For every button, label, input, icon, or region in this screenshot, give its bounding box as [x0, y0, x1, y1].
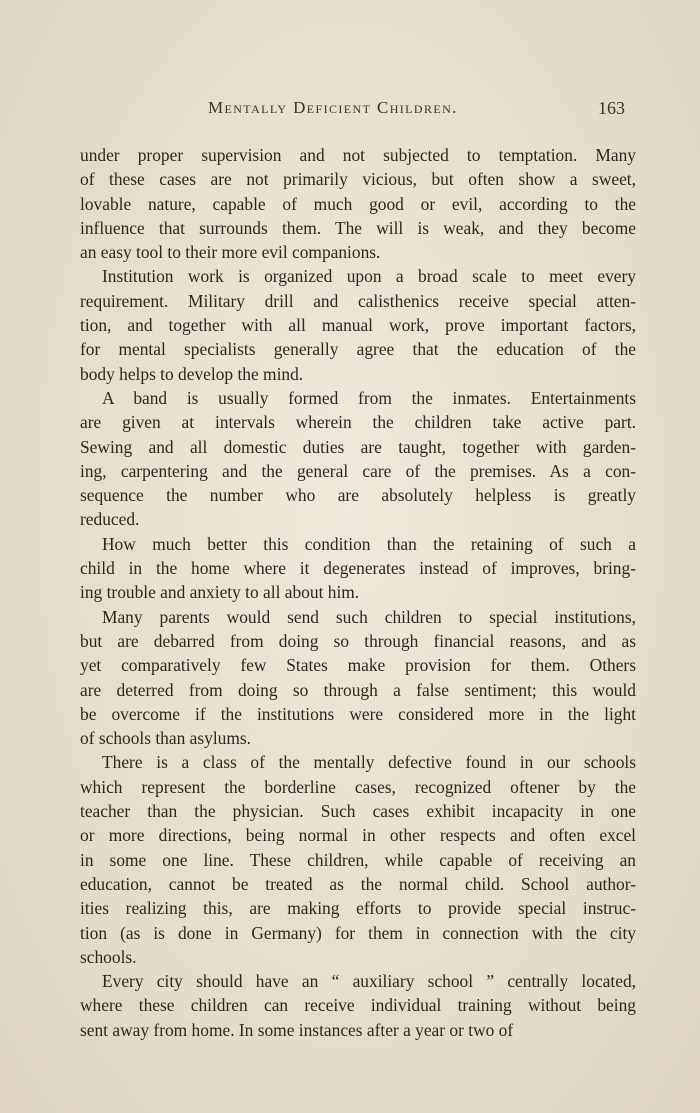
- text-line: an easy tool to their more evil companions.: [80, 242, 381, 263]
- text-line: Sewing and all domestic duties are taught, together with garden-: [80, 436, 636, 457]
- text-line: education, cannot be treated as the normal child. School author-: [80, 873, 636, 894]
- text-line: yet comparatively few States make provision for them. Others: [80, 655, 636, 676]
- paragraph: [80, 386, 636, 532]
- text-line: tion, and together with all manual work, prove important factors,: [80, 315, 636, 336]
- text-line: How much better this condition than the retaining of such a: [102, 533, 636, 554]
- running-title: Mentally Deficient Children.: [208, 98, 458, 117]
- paragraph: [80, 264, 636, 385]
- text-line: teacher than the physician. Such cases exhibit incapacity in one: [80, 801, 636, 822]
- text-line: ing trouble and anxiety to all about him.: [80, 582, 360, 603]
- text-line: lovable nature, capable of much good or evil, according to the: [80, 193, 636, 214]
- paragraph: [80, 532, 636, 605]
- text-line: which represent the borderline cases, recognized oftener by the: [80, 776, 636, 797]
- text-line: are given at intervals wherein the children take active part.: [80, 412, 636, 433]
- text-line: of these cases are not primarily vicious, but often show a sweet,: [80, 169, 636, 190]
- text-line: ing, carpentering and the general care of the premises. As a con-: [80, 460, 636, 481]
- page-header: [0, 98, 700, 124]
- paragraph: [80, 969, 636, 1042]
- paragraph: [80, 143, 636, 264]
- text-line: influence that surrounds them. The will is weak, and they become: [80, 217, 636, 238]
- text-line: Institution work is organized upon a broad scale to meet every: [102, 266, 636, 287]
- text-line: Many parents would send such children to special institutions,: [102, 606, 636, 627]
- text-line: ities realizing this, are making efforts to provide special instruc-: [80, 898, 636, 919]
- text-line: for mental specialists generally agree that the education of the: [80, 339, 636, 360]
- paragraph: [80, 605, 636, 751]
- text-line: tion (as is done in Germany) for them in connection with the city: [80, 922, 636, 943]
- text-line: sent away from home. In some instances after a year or two of: [80, 1019, 514, 1040]
- text-line: child in the home where it degenerates instead of improves, bring-: [80, 558, 636, 579]
- text-line: where these children can receive individual training without being: [80, 995, 636, 1016]
- text-line: sequence the number who are absolutely helpless is greatly: [80, 485, 636, 506]
- paragraph: [80, 750, 636, 969]
- text-line: are deterred from doing so through a false sentiment; this would: [80, 679, 636, 700]
- text-line: under proper supervision and not subjected to temptation. Many: [80, 145, 636, 165]
- text-line: There is a class of the mentally defective found in our schools: [102, 752, 636, 773]
- text-line: in some one line. These children, while capable of receiving an: [80, 849, 636, 870]
- text-line: reduced.: [80, 509, 140, 530]
- page-number: 163: [598, 98, 625, 118]
- text-line: or more directions, being normal in other respects and often excel: [80, 825, 636, 846]
- text-line: body helps to develop the mind.: [80, 363, 304, 384]
- text-line: of schools than asylums.: [80, 728, 251, 749]
- text-line: Every city should have an “ auxiliary school ” centrally located,: [102, 971, 636, 992]
- text-line: be overcome if the institutions were considered more in the light: [80, 703, 636, 724]
- body-text: [80, 143, 636, 1042]
- text-line: requirement. Military drill and calisthenics receive special atten-: [80, 290, 636, 311]
- text-line: but are debarred from doing so through financial reasons, and as: [80, 630, 636, 651]
- text-line: schools.: [80, 946, 137, 967]
- text-line: A band is usually formed from the inmates. Entertainments: [102, 387, 636, 408]
